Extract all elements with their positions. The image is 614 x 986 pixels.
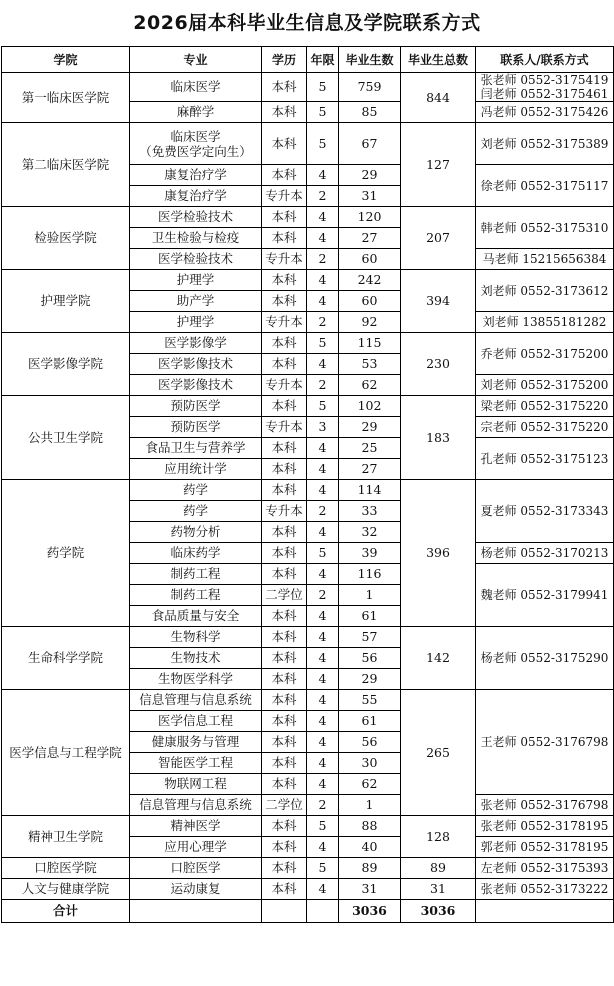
table-row xyxy=(2,123,614,165)
years-cell: 2 xyxy=(307,186,339,207)
contact-cell xyxy=(476,249,614,270)
major-cell: 药物分析 xyxy=(130,522,262,543)
contact-cell xyxy=(476,123,614,165)
contact-cell xyxy=(476,102,614,123)
major-cell: 预防医学 xyxy=(130,396,262,417)
table-row xyxy=(2,879,614,900)
contact-cell xyxy=(476,396,614,417)
degree-cell: 本科 xyxy=(262,627,307,648)
years-cell: 5 xyxy=(307,73,339,102)
major-cell xyxy=(130,123,262,165)
footer-empty-cell xyxy=(262,900,307,923)
major-cell: 医学影像学 xyxy=(130,333,262,354)
footer-total: 3036 xyxy=(401,900,476,923)
major-cell: 生物技术 xyxy=(130,648,262,669)
contact-line: 夏老师 0552-3173343 xyxy=(480,504,609,518)
table-row xyxy=(2,207,614,228)
count-cell: 56 xyxy=(339,648,401,669)
degree-cell: 本科 xyxy=(262,354,307,375)
college-cell: 人文与健康学院 xyxy=(2,879,130,900)
total-cell: 142 xyxy=(401,627,476,690)
count-cell: 31 xyxy=(339,186,401,207)
footer-empty-cell xyxy=(476,900,614,923)
contact-line: 郭老师 0552-3178195 xyxy=(480,840,609,854)
college-cell: 医学信息与工程学院 xyxy=(2,690,130,816)
degree-cell: 本科 xyxy=(262,396,307,417)
contact-line: 徐老师 0552-3175117 xyxy=(480,178,609,193)
count-cell: 31 xyxy=(339,879,401,900)
count-cell: 60 xyxy=(339,291,401,312)
years-cell: 4 xyxy=(307,753,339,774)
years-cell: 5 xyxy=(307,543,339,564)
degree-cell: 本科 xyxy=(262,333,307,354)
header-count: 毕业生数 xyxy=(339,47,401,73)
years-cell: 5 xyxy=(307,816,339,837)
table-row xyxy=(2,73,614,102)
count-cell: 40 xyxy=(339,837,401,858)
contact-line: 刘老师 0552-3175200 xyxy=(480,378,609,392)
contact-line: 张老师 0552-3173222 xyxy=(480,882,609,896)
major-cell: 生物科学 xyxy=(130,627,262,648)
years-cell: 5 xyxy=(307,858,339,879)
count-cell: 62 xyxy=(339,774,401,795)
total-cell: 89 xyxy=(401,858,476,879)
total-cell: 844 xyxy=(401,73,476,123)
contact-cell xyxy=(476,207,614,249)
table-row xyxy=(2,333,614,354)
table-row xyxy=(2,690,614,711)
header-total: 毕业生总数 xyxy=(401,47,476,73)
degree-cell: 本科 xyxy=(262,564,307,585)
degree-cell: 本科 xyxy=(262,858,307,879)
contact-line: 乔老师 0552-3175200 xyxy=(480,346,609,361)
total-cell: 183 xyxy=(401,396,476,480)
years-cell: 2 xyxy=(307,249,339,270)
contact-line: 冯老师 0552-3175426 xyxy=(480,105,609,119)
major-cell: 智能医学工程 xyxy=(130,753,262,774)
count-cell: 27 xyxy=(339,459,401,480)
contact-cell xyxy=(476,73,614,102)
major-cell: 医学信息工程 xyxy=(130,711,262,732)
degree-cell: 本科 xyxy=(262,228,307,249)
contact-cell xyxy=(476,837,614,858)
major-cell: 制药工程 xyxy=(130,585,262,606)
table-body xyxy=(2,73,614,900)
contact-cell xyxy=(476,417,614,438)
degree-cell: 专升本 xyxy=(262,249,307,270)
major-cell: 物联网工程 xyxy=(130,774,262,795)
table-header xyxy=(2,47,614,73)
years-cell: 5 xyxy=(307,123,339,165)
years-cell: 4 xyxy=(307,438,339,459)
years-cell: 2 xyxy=(307,312,339,333)
table-row xyxy=(2,396,614,417)
table-row xyxy=(2,627,614,648)
major-cell: 医学影像技术 xyxy=(130,354,262,375)
total-cell: 31 xyxy=(401,879,476,900)
years-cell: 4 xyxy=(307,228,339,249)
major-cell: 食品质量与安全 xyxy=(130,606,262,627)
major-cell: 精神医学 xyxy=(130,816,262,837)
years-cell: 5 xyxy=(307,396,339,417)
graduates-table xyxy=(1,46,614,923)
count-cell: 25 xyxy=(339,438,401,459)
degree-cell: 本科 xyxy=(262,669,307,690)
college-cell: 精神卫生学院 xyxy=(2,816,130,858)
degree-cell: 本科 xyxy=(262,816,307,837)
contact-line: 杨老师 0552-3170213 xyxy=(480,546,609,560)
college-cell: 护理学院 xyxy=(2,270,130,333)
footer-empty-cell xyxy=(130,900,262,923)
degree-cell: 本科 xyxy=(262,102,307,123)
degree-cell: 本科 xyxy=(262,165,307,186)
degree-cell: 本科 xyxy=(262,732,307,753)
major-cell: 康复治疗学 xyxy=(130,186,262,207)
degree-cell: 本科 xyxy=(262,690,307,711)
degree-cell: 本科 xyxy=(262,522,307,543)
years-cell: 4 xyxy=(307,522,339,543)
table-row xyxy=(2,270,614,291)
contact-cell xyxy=(476,816,614,837)
degree-cell: 本科 xyxy=(262,648,307,669)
contact-line: 张老师 0552-3178195 xyxy=(480,819,609,833)
years-cell: 2 xyxy=(307,585,339,606)
contact-line: 张老师 0552-3176798 xyxy=(480,798,609,812)
years-cell: 5 xyxy=(307,102,339,123)
count-cell: 89 xyxy=(339,858,401,879)
contact-line: 左老师 0552-3175393 xyxy=(480,861,609,875)
college-cell: 口腔医学院 xyxy=(2,858,130,879)
major-cell: 医学检验技术 xyxy=(130,207,262,228)
major-cell: 预防医学 xyxy=(130,417,262,438)
contact-line: 张老师 0552-3175419 xyxy=(480,73,609,87)
years-cell: 2 xyxy=(307,795,339,816)
degree-cell: 专升本 xyxy=(262,417,307,438)
college-cell: 药学院 xyxy=(2,480,130,627)
major-cell: 医学影像技术 xyxy=(130,375,262,396)
table-row xyxy=(2,480,614,501)
degree-cell: 二学位 xyxy=(262,585,307,606)
major-cell: 卫生检验与检疫 xyxy=(130,228,262,249)
degree-cell: 本科 xyxy=(262,711,307,732)
contact-line: 刘老师 0552-3173612 xyxy=(480,283,609,298)
count-cell: 67 xyxy=(339,123,401,165)
count-cell: 29 xyxy=(339,417,401,438)
contact-cell xyxy=(476,879,614,900)
footer-count: 3036 xyxy=(339,900,401,923)
count-cell: 120 xyxy=(339,207,401,228)
major-cell: 康复治疗学 xyxy=(130,165,262,186)
degree-cell: 本科 xyxy=(262,207,307,228)
years-cell: 4 xyxy=(307,627,339,648)
major-cell: 健康服务与管理 xyxy=(130,732,262,753)
college-cell: 检验医学院 xyxy=(2,207,130,270)
major-cell: 药学 xyxy=(130,480,262,501)
years-cell: 4 xyxy=(307,669,339,690)
contact-cell xyxy=(476,270,614,312)
count-cell: 242 xyxy=(339,270,401,291)
count-cell: 55 xyxy=(339,690,401,711)
total-cell: 127 xyxy=(401,123,476,207)
count-cell: 29 xyxy=(339,669,401,690)
major-cell: 制药工程 xyxy=(130,564,262,585)
degree-cell: 专升本 xyxy=(262,312,307,333)
degree-cell: 本科 xyxy=(262,123,307,165)
degree-cell: 本科 xyxy=(262,73,307,102)
count-cell: 27 xyxy=(339,228,401,249)
count-cell: 102 xyxy=(339,396,401,417)
years-cell: 4 xyxy=(307,732,339,753)
degree-cell: 本科 xyxy=(262,837,307,858)
count-cell: 57 xyxy=(339,627,401,648)
years-cell: 4 xyxy=(307,774,339,795)
footer-empty-cell xyxy=(307,900,339,923)
count-cell: 56 xyxy=(339,732,401,753)
degree-cell: 专升本 xyxy=(262,501,307,522)
years-cell: 4 xyxy=(307,564,339,585)
major-note: （免费医学定向生） xyxy=(139,143,252,159)
count-cell: 61 xyxy=(339,711,401,732)
contact-cell xyxy=(476,627,614,690)
major-cell: 护理学 xyxy=(130,312,262,333)
years-cell: 4 xyxy=(307,837,339,858)
header-major: 专业 xyxy=(130,47,262,73)
major-cell: 运动康复 xyxy=(130,879,262,900)
years-cell: 4 xyxy=(307,459,339,480)
contact-cell xyxy=(476,438,614,480)
count-cell: 92 xyxy=(339,312,401,333)
degree-cell: 本科 xyxy=(262,543,307,564)
contact-cell xyxy=(476,333,614,375)
years-cell: 4 xyxy=(307,711,339,732)
count-cell: 33 xyxy=(339,501,401,522)
years-cell: 4 xyxy=(307,690,339,711)
contact-line: 刘老师 0552-3175389 xyxy=(480,136,609,151)
header-college: 学院 xyxy=(2,47,130,73)
count-cell: 53 xyxy=(339,354,401,375)
degree-cell: 本科 xyxy=(262,879,307,900)
count-cell: 32 xyxy=(339,522,401,543)
major-cell: 临床医学 xyxy=(130,73,262,102)
years-cell: 4 xyxy=(307,354,339,375)
years-cell: 3 xyxy=(307,417,339,438)
major-cell: 口腔医学 xyxy=(130,858,262,879)
contact-line: 韩老师 0552-3175310 xyxy=(480,220,609,235)
total-cell: 207 xyxy=(401,207,476,270)
years-cell: 4 xyxy=(307,165,339,186)
contact-cell xyxy=(476,543,614,564)
count-cell: 116 xyxy=(339,564,401,585)
table-row xyxy=(2,816,614,837)
count-cell: 114 xyxy=(339,480,401,501)
contact-line: 王老师 0552-3176798 xyxy=(480,735,609,749)
major-cell: 医学检验技术 xyxy=(130,249,262,270)
count-cell: 61 xyxy=(339,606,401,627)
contact-cell xyxy=(476,858,614,879)
years-cell: 2 xyxy=(307,375,339,396)
count-cell: 60 xyxy=(339,249,401,270)
total-cell: 128 xyxy=(401,816,476,858)
contact-cell xyxy=(476,480,614,543)
degree-cell: 本科 xyxy=(262,438,307,459)
major-cell: 应用统计学 xyxy=(130,459,262,480)
count-cell: 62 xyxy=(339,375,401,396)
contact-line: 刘老师 13855181282 xyxy=(482,315,607,329)
count-cell: 29 xyxy=(339,165,401,186)
contact-line: 魏老师 0552-3179941 xyxy=(480,588,609,602)
major-cell: 助产学 xyxy=(130,291,262,312)
college-cell: 第一临床医学院 xyxy=(2,73,130,123)
degree-cell: 本科 xyxy=(262,459,307,480)
degree-cell: 专升本 xyxy=(262,375,307,396)
contact-line: 宗老师 0552-3175220 xyxy=(480,420,609,434)
total-cell: 394 xyxy=(401,270,476,333)
header-degree: 学历 xyxy=(262,47,307,73)
major-cell: 护理学 xyxy=(130,270,262,291)
count-cell: 39 xyxy=(339,543,401,564)
major-cell: 麻醉学 xyxy=(130,102,262,123)
major-cell: 应用心理学 xyxy=(130,837,262,858)
college-cell: 公共卫生学院 xyxy=(2,396,130,480)
college-cell: 医学影像学院 xyxy=(2,333,130,396)
contact-cell xyxy=(476,564,614,627)
major-cell: 生物医学科学 xyxy=(130,669,262,690)
contact-line: 孔老师 0552-3175123 xyxy=(480,451,609,466)
total-cell: 230 xyxy=(401,333,476,396)
contact-cell xyxy=(476,375,614,396)
degree-cell: 本科 xyxy=(262,480,307,501)
major-cell: 食品卫生与营养学 xyxy=(130,438,262,459)
contact-cell xyxy=(476,165,614,207)
major-name: 临床医学 xyxy=(170,128,221,144)
header-years: 年限 xyxy=(307,47,339,73)
count-cell: 85 xyxy=(339,102,401,123)
count-cell: 30 xyxy=(339,753,401,774)
years-cell: 4 xyxy=(307,879,339,900)
degree-cell: 本科 xyxy=(262,270,307,291)
degree-cell: 本科 xyxy=(262,774,307,795)
total-cell: 396 xyxy=(401,480,476,627)
contact-cell xyxy=(476,690,614,795)
major-cell: 信息管理与信息系统 xyxy=(130,690,262,711)
degree-cell: 本科 xyxy=(262,753,307,774)
page-title: 2026届本科毕业生信息及学院联系方式 xyxy=(133,12,481,34)
table-row xyxy=(2,858,614,879)
college-cell: 生命科学学院 xyxy=(2,627,130,690)
table-footer xyxy=(2,900,614,923)
major-cell: 药学 xyxy=(130,501,262,522)
header-contact: 联系人/联系方式 xyxy=(476,47,614,73)
degree-cell: 专升本 xyxy=(262,186,307,207)
years-cell: 4 xyxy=(307,270,339,291)
contact-cell xyxy=(476,312,614,333)
years-cell: 5 xyxy=(307,333,339,354)
count-cell: 88 xyxy=(339,816,401,837)
contact-line: 杨老师 0552-3175290 xyxy=(480,651,609,665)
years-cell: 4 xyxy=(307,480,339,501)
contact-line: 马老师 15215656384 xyxy=(482,252,607,266)
degree-cell: 本科 xyxy=(262,291,307,312)
years-cell: 4 xyxy=(307,291,339,312)
contact-cell xyxy=(476,795,614,816)
footer-label: 合计 xyxy=(2,900,130,923)
count-cell: 1 xyxy=(339,795,401,816)
contact-line: 闫老师 0552-3175461 xyxy=(480,87,609,101)
count-cell: 115 xyxy=(339,333,401,354)
total-cell: 265 xyxy=(401,690,476,816)
count-cell: 759 xyxy=(339,73,401,102)
years-cell: 4 xyxy=(307,648,339,669)
college-cell: 第二临床医学院 xyxy=(2,123,130,207)
contact-line: 梁老师 0552-3175220 xyxy=(480,399,609,413)
degree-cell: 本科 xyxy=(262,606,307,627)
count-cell: 1 xyxy=(339,585,401,606)
years-cell: 4 xyxy=(307,606,339,627)
years-cell: 2 xyxy=(307,501,339,522)
major-cell: 临床药学 xyxy=(130,543,262,564)
degree-cell: 二学位 xyxy=(262,795,307,816)
major-cell: 信息管理与信息系统 xyxy=(130,795,262,816)
years-cell: 4 xyxy=(307,207,339,228)
